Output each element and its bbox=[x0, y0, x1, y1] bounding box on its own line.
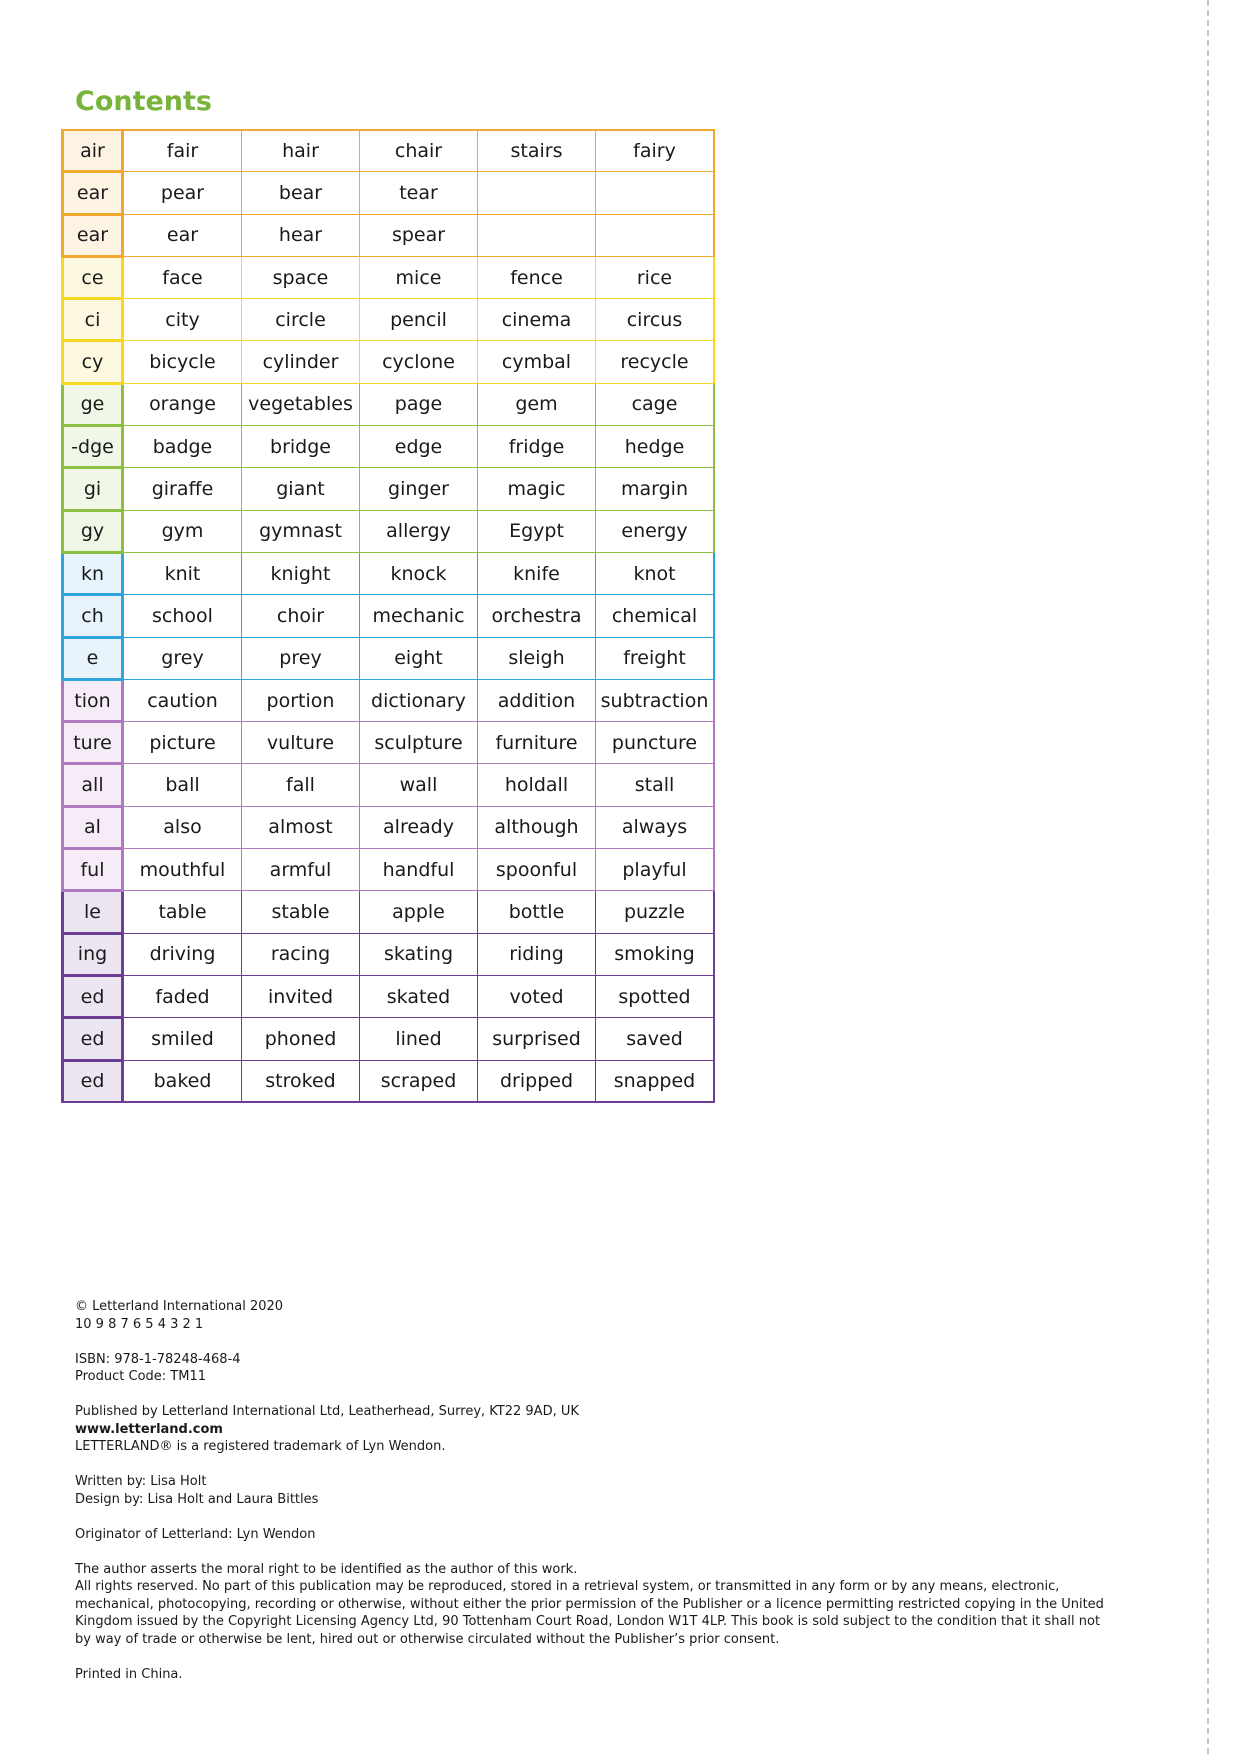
written-by: Written by: Lisa Holt bbox=[75, 1474, 207, 1489]
rights-reserved-statement: All rights reserved. No part of this publication may be reproduced, stored in a retrieval system, or transmitted in any form or by any means, electronic, mechanical, photocopying, recording or otherwise, without either the prior permission of the Publisher or a licence permitting restricted copying in the United Kingdom issued by the Copyright Licensing Agency Ltd, 90 Tottenham Court Road, London W1T 4LP. This book is sold subject to the condition that it shall not by way of trade or otherwise be lent, hired out or otherwise circulated without the Publisher’s prior consent. bbox=[75, 1579, 1104, 1647]
word-cell: smiled bbox=[123, 1018, 242, 1060]
word-cell: space bbox=[242, 256, 360, 298]
table-row bbox=[63, 468, 715, 510]
table-row bbox=[63, 552, 715, 594]
table-row bbox=[63, 172, 715, 214]
word-cell: already bbox=[360, 806, 478, 848]
word-cell: prey bbox=[242, 637, 360, 679]
word-cell: ear bbox=[123, 214, 242, 256]
word-cell: fall bbox=[242, 764, 360, 806]
table-row bbox=[63, 849, 715, 891]
originator: Originator of Letterland: Lyn Wendon bbox=[75, 1526, 316, 1542]
print-number-line: 10 9 8 7 6 5 4 3 2 1 bbox=[75, 1316, 204, 1332]
word-cell: mice bbox=[360, 256, 478, 298]
copyright-line: © Letterland International 2020 bbox=[75, 1299, 284, 1314]
word-cell: holdall bbox=[478, 764, 596, 806]
table-row bbox=[63, 679, 715, 721]
word-cell: allergy bbox=[360, 510, 478, 552]
word-cell: giraffe bbox=[123, 468, 242, 510]
table-row bbox=[63, 299, 715, 341]
word-cell: mechanic bbox=[360, 595, 478, 637]
word-cell: knock bbox=[360, 552, 478, 594]
spelling-pattern-cell: ge bbox=[63, 383, 123, 425]
word-cell: stable bbox=[242, 891, 360, 933]
table-row bbox=[63, 426, 715, 468]
word-cell: phoned bbox=[242, 1018, 360, 1060]
word-cell: faded bbox=[123, 975, 242, 1017]
table-row bbox=[63, 256, 715, 298]
word-cell: always bbox=[596, 806, 715, 848]
word-cell: ball bbox=[123, 764, 242, 806]
publisher-line: Published by Letterland International Ltd, Leatherhead, Surrey, KT22 9AD, UK bbox=[75, 1404, 579, 1419]
word-cell: spoonful bbox=[478, 849, 596, 891]
word-cell: bottle bbox=[478, 891, 596, 933]
word-cell: sculpture bbox=[360, 722, 478, 764]
word-cell: gymnast bbox=[242, 510, 360, 552]
word-cell: stroked bbox=[242, 1060, 360, 1102]
word-cell: grey bbox=[123, 637, 242, 679]
spelling-pattern-cell: ed bbox=[63, 1018, 123, 1060]
word-cell: invited bbox=[242, 975, 360, 1017]
word-cell: dictionary bbox=[360, 679, 478, 721]
word-cell: cyclone bbox=[360, 341, 478, 383]
spelling-pattern-cell: al bbox=[63, 806, 123, 848]
word-cell: badge bbox=[123, 426, 242, 468]
word-cell: cylinder bbox=[242, 341, 360, 383]
word-cell: baked bbox=[123, 1060, 242, 1102]
word-cell: driving bbox=[123, 933, 242, 975]
table-row bbox=[63, 891, 715, 933]
word-cell: knit bbox=[123, 552, 242, 594]
word-cell: furniture bbox=[478, 722, 596, 764]
word-cell: giant bbox=[242, 468, 360, 510]
table-row bbox=[63, 637, 715, 679]
word-cell: voted bbox=[478, 975, 596, 1017]
word-cell: skated bbox=[360, 975, 478, 1017]
table-row bbox=[63, 214, 715, 256]
word-cell: school bbox=[123, 595, 242, 637]
word-cell: cage bbox=[596, 383, 715, 425]
word-cell: choir bbox=[242, 595, 360, 637]
word-cell: racing bbox=[242, 933, 360, 975]
word-cell: puzzle bbox=[596, 891, 715, 933]
word-cell: circus bbox=[596, 299, 715, 341]
word-cell: hear bbox=[242, 214, 360, 256]
word-cell: lined bbox=[360, 1018, 478, 1060]
word-cell: apple bbox=[360, 891, 478, 933]
word-cell: stairs bbox=[478, 130, 596, 172]
word-cell: spear bbox=[360, 214, 478, 256]
website-link[interactable]: www.letterland.com bbox=[75, 1421, 223, 1437]
word-cell: mouthful bbox=[123, 849, 242, 891]
table-row bbox=[63, 1060, 715, 1102]
word-cell: page bbox=[360, 383, 478, 425]
spelling-pattern-cell: ture bbox=[63, 722, 123, 764]
word-cell: gym bbox=[123, 510, 242, 552]
spelling-pattern-cell: all bbox=[63, 764, 123, 806]
word-cell: orange bbox=[123, 383, 242, 425]
table-row bbox=[63, 806, 715, 848]
word-cell: eight bbox=[360, 637, 478, 679]
word-cell: city bbox=[123, 299, 242, 341]
word-cell bbox=[478, 214, 596, 256]
spelling-pattern-cell: e bbox=[63, 637, 123, 679]
table-row bbox=[63, 595, 715, 637]
moral-right-statement: The author asserts the moral right to be identified as the author of this work. bbox=[75, 1561, 578, 1577]
word-cell: vulture bbox=[242, 722, 360, 764]
word-cell: pear bbox=[123, 172, 242, 214]
word-cell: caution bbox=[123, 679, 242, 721]
word-cell: bear bbox=[242, 172, 360, 214]
spelling-pattern-cell: -dge bbox=[63, 426, 123, 468]
word-cell: dripped bbox=[478, 1060, 596, 1102]
spelling-pattern-cell: gy bbox=[63, 510, 123, 552]
word-cell: saved bbox=[596, 1018, 715, 1060]
page-trim-dashed-line bbox=[1207, 0, 1209, 1754]
spelling-pattern-cell: ed bbox=[63, 975, 123, 1017]
page-title: Contents bbox=[75, 86, 213, 118]
word-cell bbox=[596, 214, 715, 256]
isbn: ISBN: 978-1-78248-468-4 bbox=[75, 1351, 241, 1367]
word-cell: surprised bbox=[478, 1018, 596, 1060]
word-cell: snapped bbox=[596, 1060, 715, 1102]
printed-in: Printed in China. bbox=[75, 1666, 183, 1682]
word-cell: ginger bbox=[360, 468, 478, 510]
table-row bbox=[63, 383, 715, 425]
word-cell: tear bbox=[360, 172, 478, 214]
spelling-pattern-cell: ing bbox=[63, 933, 123, 975]
word-cell: picture bbox=[123, 722, 242, 764]
word-cell: also bbox=[123, 806, 242, 848]
word-cell: Egypt bbox=[478, 510, 596, 552]
spelling-pattern-cell: le bbox=[63, 891, 123, 933]
imprint-footer bbox=[75, 1298, 1115, 1701]
word-cell: knight bbox=[242, 552, 360, 594]
word-cell: cymbal bbox=[478, 341, 596, 383]
word-cell: smoking bbox=[596, 933, 715, 975]
contents-table bbox=[61, 129, 715, 1103]
spelling-pattern-cell: ci bbox=[63, 299, 123, 341]
word-cell: fridge bbox=[478, 426, 596, 468]
word-cell: almost bbox=[242, 806, 360, 848]
spelling-pattern-cell: air bbox=[63, 130, 123, 172]
word-cell: magic bbox=[478, 468, 596, 510]
spelling-pattern-cell: ch bbox=[63, 595, 123, 637]
word-cell: addition bbox=[478, 679, 596, 721]
spelling-pattern-cell: ce bbox=[63, 256, 123, 298]
spelling-pattern-cell: kn bbox=[63, 552, 123, 594]
trademark-line: LETTERLAND® is a registered trademark of Lyn Wendon. bbox=[75, 1439, 446, 1454]
word-cell: fence bbox=[478, 256, 596, 298]
word-cell: face bbox=[123, 256, 242, 298]
word-cell: rice bbox=[596, 256, 715, 298]
word-cell: sleigh bbox=[478, 637, 596, 679]
word-cell: bridge bbox=[242, 426, 360, 468]
word-cell: cinema bbox=[478, 299, 596, 341]
word-cell: playful bbox=[596, 849, 715, 891]
table-row bbox=[63, 341, 715, 383]
table-row bbox=[63, 975, 715, 1017]
word-cell: skating bbox=[360, 933, 478, 975]
word-cell: margin bbox=[596, 468, 715, 510]
word-cell: edge bbox=[360, 426, 478, 468]
word-cell: bicycle bbox=[123, 341, 242, 383]
table-row bbox=[63, 510, 715, 552]
word-cell: puncture bbox=[596, 722, 715, 764]
word-cell: spotted bbox=[596, 975, 715, 1017]
word-cell: armful bbox=[242, 849, 360, 891]
word-cell: orchestra bbox=[478, 595, 596, 637]
spelling-pattern-cell: ear bbox=[63, 214, 123, 256]
table-row bbox=[63, 130, 715, 172]
table-row bbox=[63, 1018, 715, 1060]
word-cell: recycle bbox=[596, 341, 715, 383]
table-row bbox=[63, 722, 715, 764]
word-cell: vegetables bbox=[242, 383, 360, 425]
spelling-pattern-cell: ful bbox=[63, 849, 123, 891]
word-cell: energy bbox=[596, 510, 715, 552]
word-cell: pencil bbox=[360, 299, 478, 341]
word-cell: hair bbox=[242, 130, 360, 172]
word-cell: knife bbox=[478, 552, 596, 594]
word-cell bbox=[596, 172, 715, 214]
word-cell: although bbox=[478, 806, 596, 848]
spelling-pattern-cell: gi bbox=[63, 468, 123, 510]
table-row bbox=[63, 764, 715, 806]
word-cell: knot bbox=[596, 552, 715, 594]
spelling-pattern-cell: ear bbox=[63, 172, 123, 214]
design-by: Design by: Lisa Holt and Laura Bittles bbox=[75, 1491, 319, 1507]
word-cell: wall bbox=[360, 764, 478, 806]
word-cell: stall bbox=[596, 764, 715, 806]
word-cell: chair bbox=[360, 130, 478, 172]
word-cell: fair bbox=[123, 130, 242, 172]
word-cell: scraped bbox=[360, 1060, 478, 1102]
word-cell: subtraction bbox=[596, 679, 715, 721]
word-cell: portion bbox=[242, 679, 360, 721]
spelling-pattern-cell: tion bbox=[63, 679, 123, 721]
word-cell: riding bbox=[478, 933, 596, 975]
word-cell: hedge bbox=[596, 426, 715, 468]
word-cell: gem bbox=[478, 383, 596, 425]
word-cell: fairy bbox=[596, 130, 715, 172]
word-cell: handful bbox=[360, 849, 478, 891]
word-cell bbox=[478, 172, 596, 214]
word-cell: table bbox=[123, 891, 242, 933]
spelling-pattern-cell: ed bbox=[63, 1060, 123, 1102]
word-cell: freight bbox=[596, 637, 715, 679]
contents-table-body bbox=[63, 130, 715, 1102]
word-cell: circle bbox=[242, 299, 360, 341]
word-cell: chemical bbox=[596, 595, 715, 637]
table-row bbox=[63, 933, 715, 975]
spelling-pattern-cell: cy bbox=[63, 341, 123, 383]
product-code: Product Code: TM11 bbox=[75, 1369, 206, 1384]
